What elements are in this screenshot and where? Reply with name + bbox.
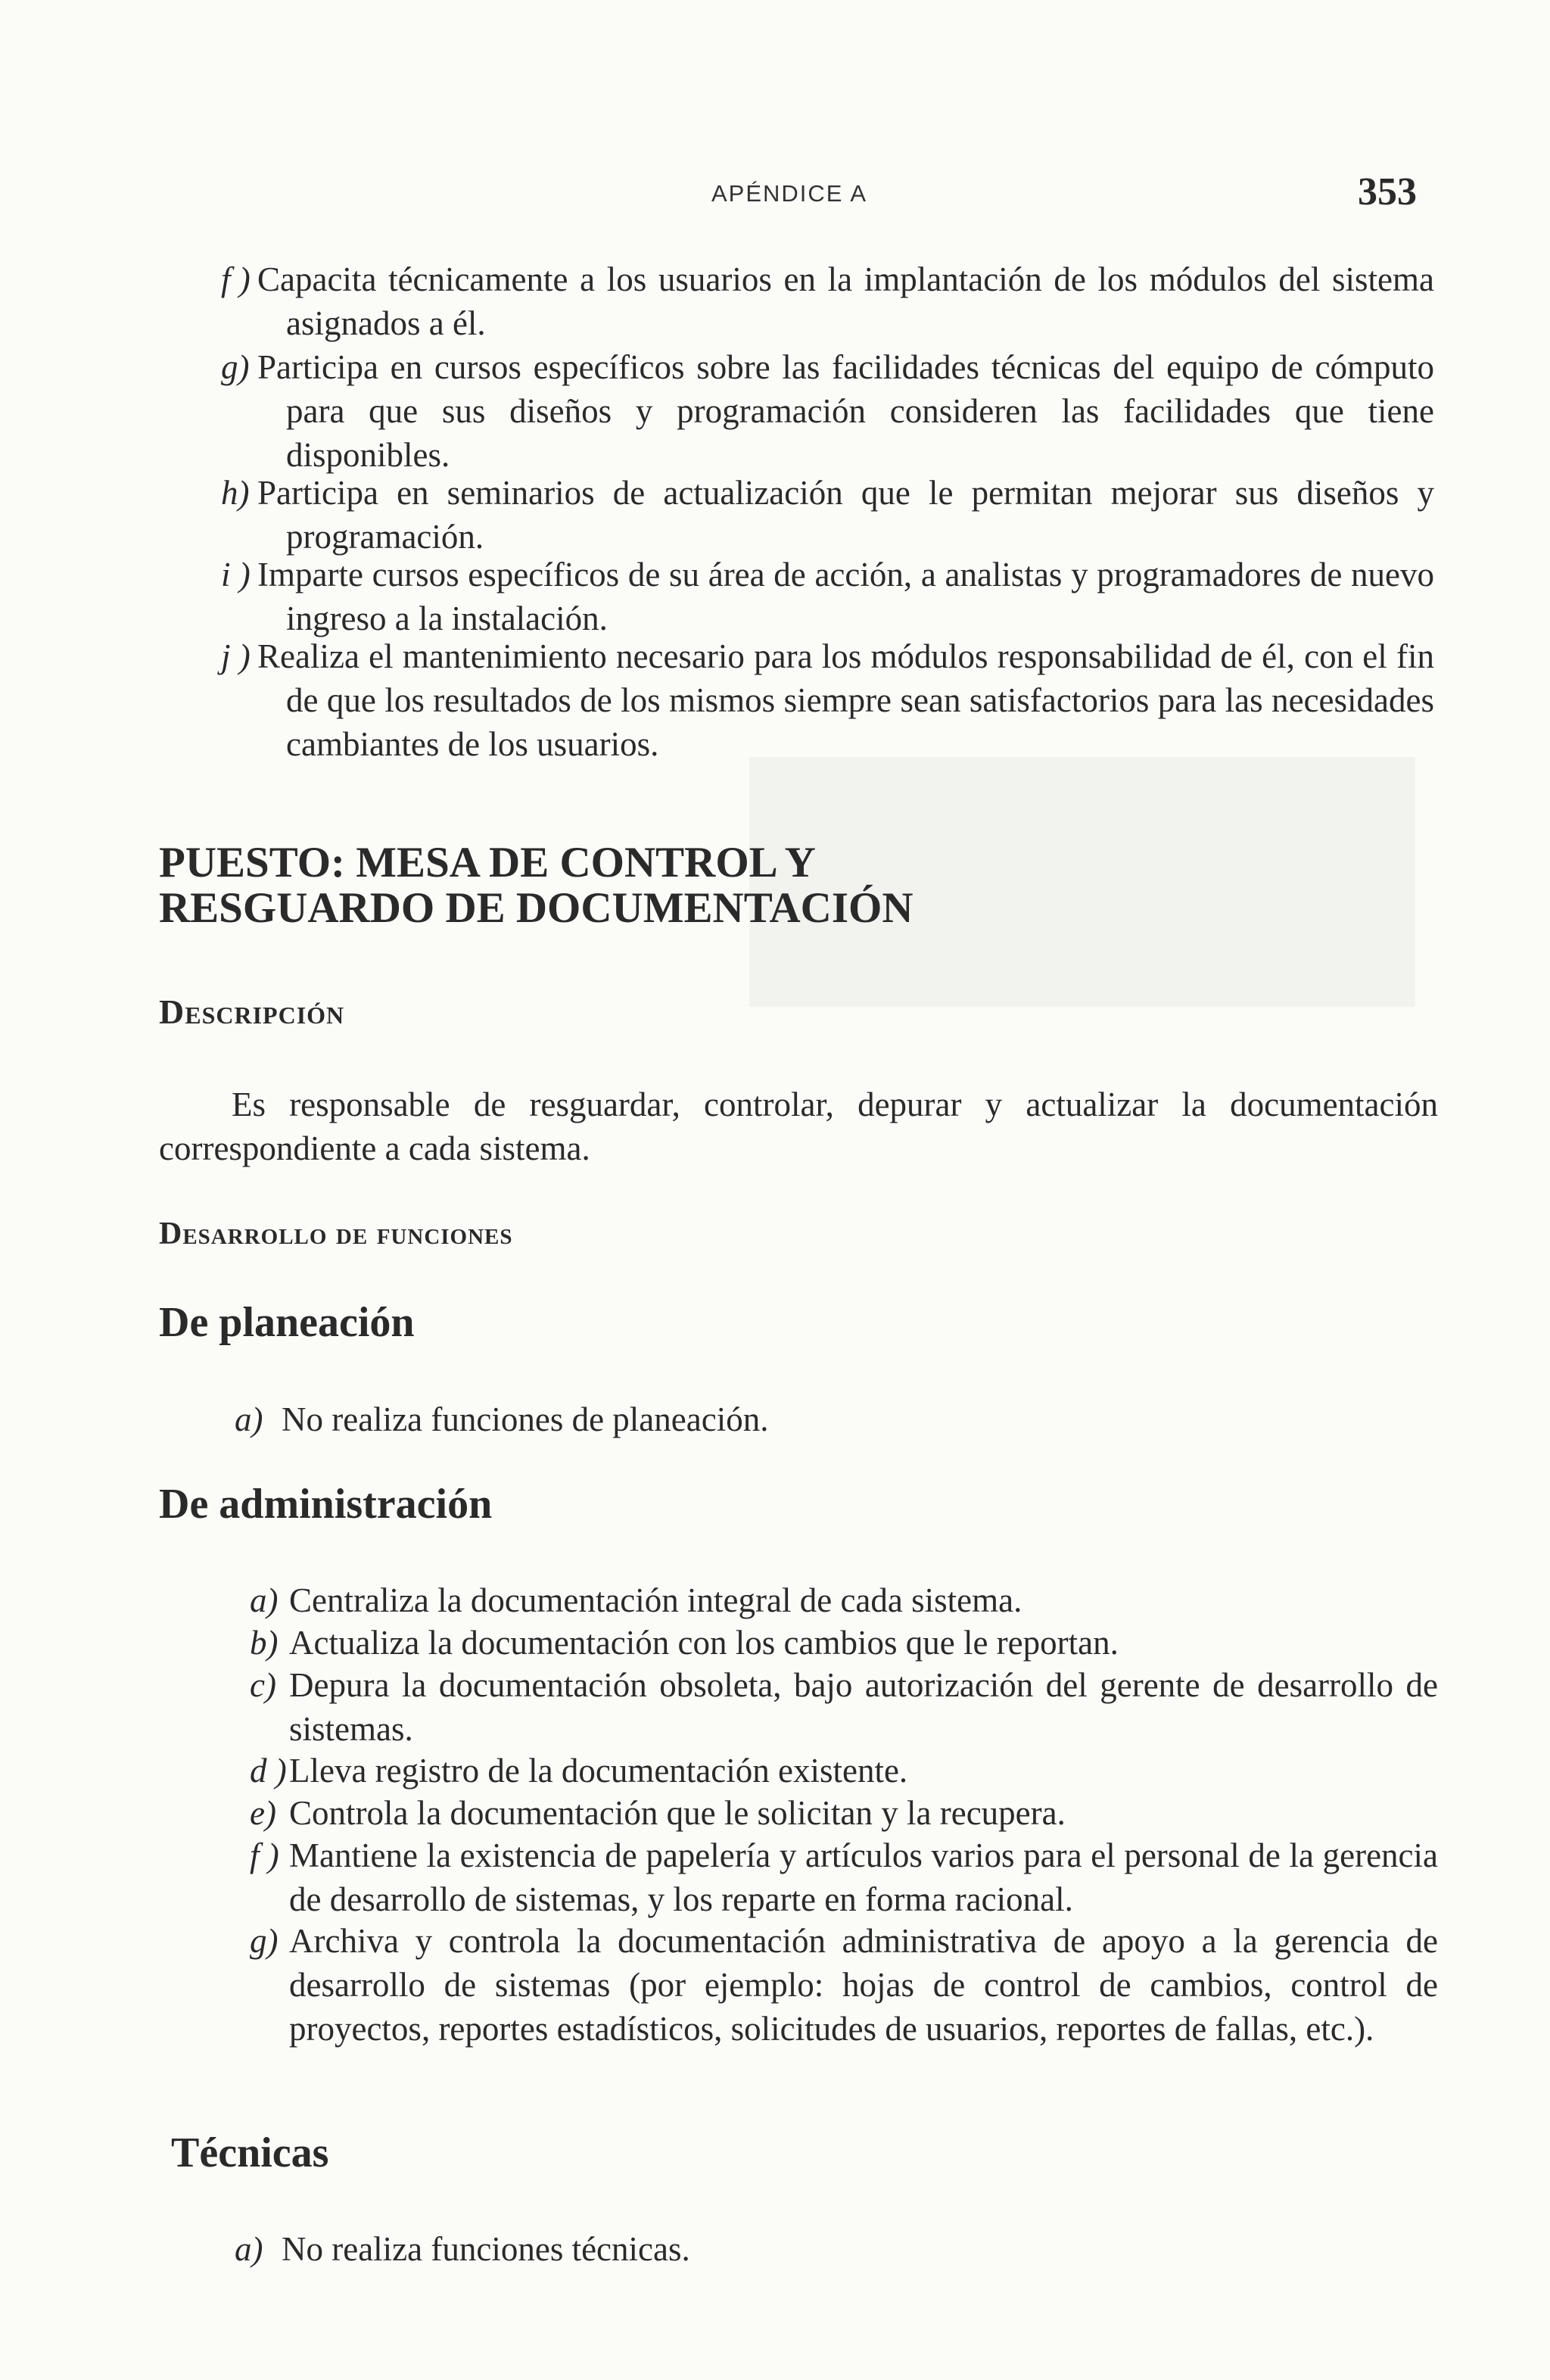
list-item <box>250 1663 1438 1751</box>
item-label: a) <box>235 1400 263 1438</box>
list-item <box>221 257 1434 345</box>
administration-heading: De administración <box>159 1481 493 1528</box>
item-label: b) <box>250 1624 279 1662</box>
item-text: Mantiene la existencia de papelería y artículos varios para el personal de la gerencia de desarrollo de sistemas, y los reparte en forma racional. <box>289 1836 1438 1918</box>
item-label: c) <box>250 1666 276 1704</box>
item-text: Centraliza la documentación integral de cada sistema. <box>289 1581 1022 1619</box>
item-text: Realiza el mantenimiento necesario para los módulos responsabilidad de él, con el fin de que los resultados de los mismos siempre sean satisfactorios para las necesidades cambiantes de los usuarios. <box>257 637 1434 763</box>
item-text: No realiza funciones de planeación. <box>282 1400 769 1438</box>
item-label: h) <box>221 474 250 512</box>
description-heading: Descripción <box>159 992 345 1031</box>
item-text: Depura la documentación obsoleta, bajo autorización del gerente de desarrollo de sistemas. <box>289 1666 1438 1748</box>
item-label: f ) <box>221 260 251 298</box>
list-item <box>221 471 1434 559</box>
item-text: Actualiza la documentación con los cambios que le reportan. <box>289 1624 1119 1662</box>
item-label: a) <box>250 1581 279 1619</box>
list-item <box>221 345 1434 477</box>
item-label: j ) <box>221 637 251 675</box>
item-text: No realiza funciones técnicas. <box>282 2230 690 2268</box>
list-item <box>250 1791 1438 1835</box>
list-item <box>235 2227 1434 2271</box>
item-text: Imparte cursos específicos de su área de acción, a analistas y programadores de nuevo ingreso a la instalación. <box>257 556 1434 637</box>
list-item <box>221 553 1434 640</box>
page-number: 353 <box>1358 170 1417 213</box>
list-item <box>250 1833 1438 1921</box>
item-text: Capacita técnicamente a los usuarios en la implantación de los módulos del sistema asignados a él. <box>257 260 1434 342</box>
planning-heading: De planeación <box>159 1299 415 1346</box>
item-text: Lleva registro de la documentación existente. <box>289 1752 908 1790</box>
item-text: Participa en cursos específicos sobre las facilidades técnicas del equipo de cómputo para que sus diseños y programación consideren las facilidades que tiene disponibles. <box>257 348 1434 474</box>
list-item <box>221 634 1434 766</box>
item-text: Archiva y controla la documentación administrativa de apoyo a la gerencia de desarrollo de sistemas (por ejemplo: hojas de control de cambios, control de proyectos, reportes estadísticos, solicitudes de usuarios, reportes de fallas, etc.). <box>289 1922 1438 2048</box>
position-title-line: RESGUARDO DE DOCUMENTACIÓN <box>159 884 914 932</box>
item-text: Participa en seminarios de actualización que le permitan mejorar sus diseños y programación. <box>257 474 1434 556</box>
item-label: i ) <box>221 556 251 593</box>
item-label: g) <box>250 1922 279 1960</box>
list-item <box>250 1919 1438 2051</box>
position-title <box>159 840 1294 931</box>
description-text: Es responsable de resguardar, controlar, depurar y actualizar la documentación correspondiente a cada sistema. <box>159 1086 1438 1167</box>
position-title-line: PUESTO: MESA DE CONTROL Y <box>159 839 816 886</box>
running-head: APÉNDICE A <box>711 180 868 207</box>
item-label: a) <box>235 2230 263 2268</box>
item-label: g) <box>221 348 250 386</box>
item-label: e) <box>250 1794 276 1832</box>
list-item <box>250 1578 1438 1622</box>
technical-heading: Técnicas <box>171 2129 329 2176</box>
list-item <box>250 1749 1438 1793</box>
item-label: f ) <box>250 1836 279 1874</box>
item-text: Controla la documentación que le solicitan y la recupera. <box>289 1794 1066 1832</box>
item-label: d ) <box>250 1752 287 1790</box>
functions-heading: Desarrollo de funciones <box>159 1216 513 1251</box>
list-item <box>250 1621 1438 1665</box>
list-item <box>235 1397 1434 1441</box>
